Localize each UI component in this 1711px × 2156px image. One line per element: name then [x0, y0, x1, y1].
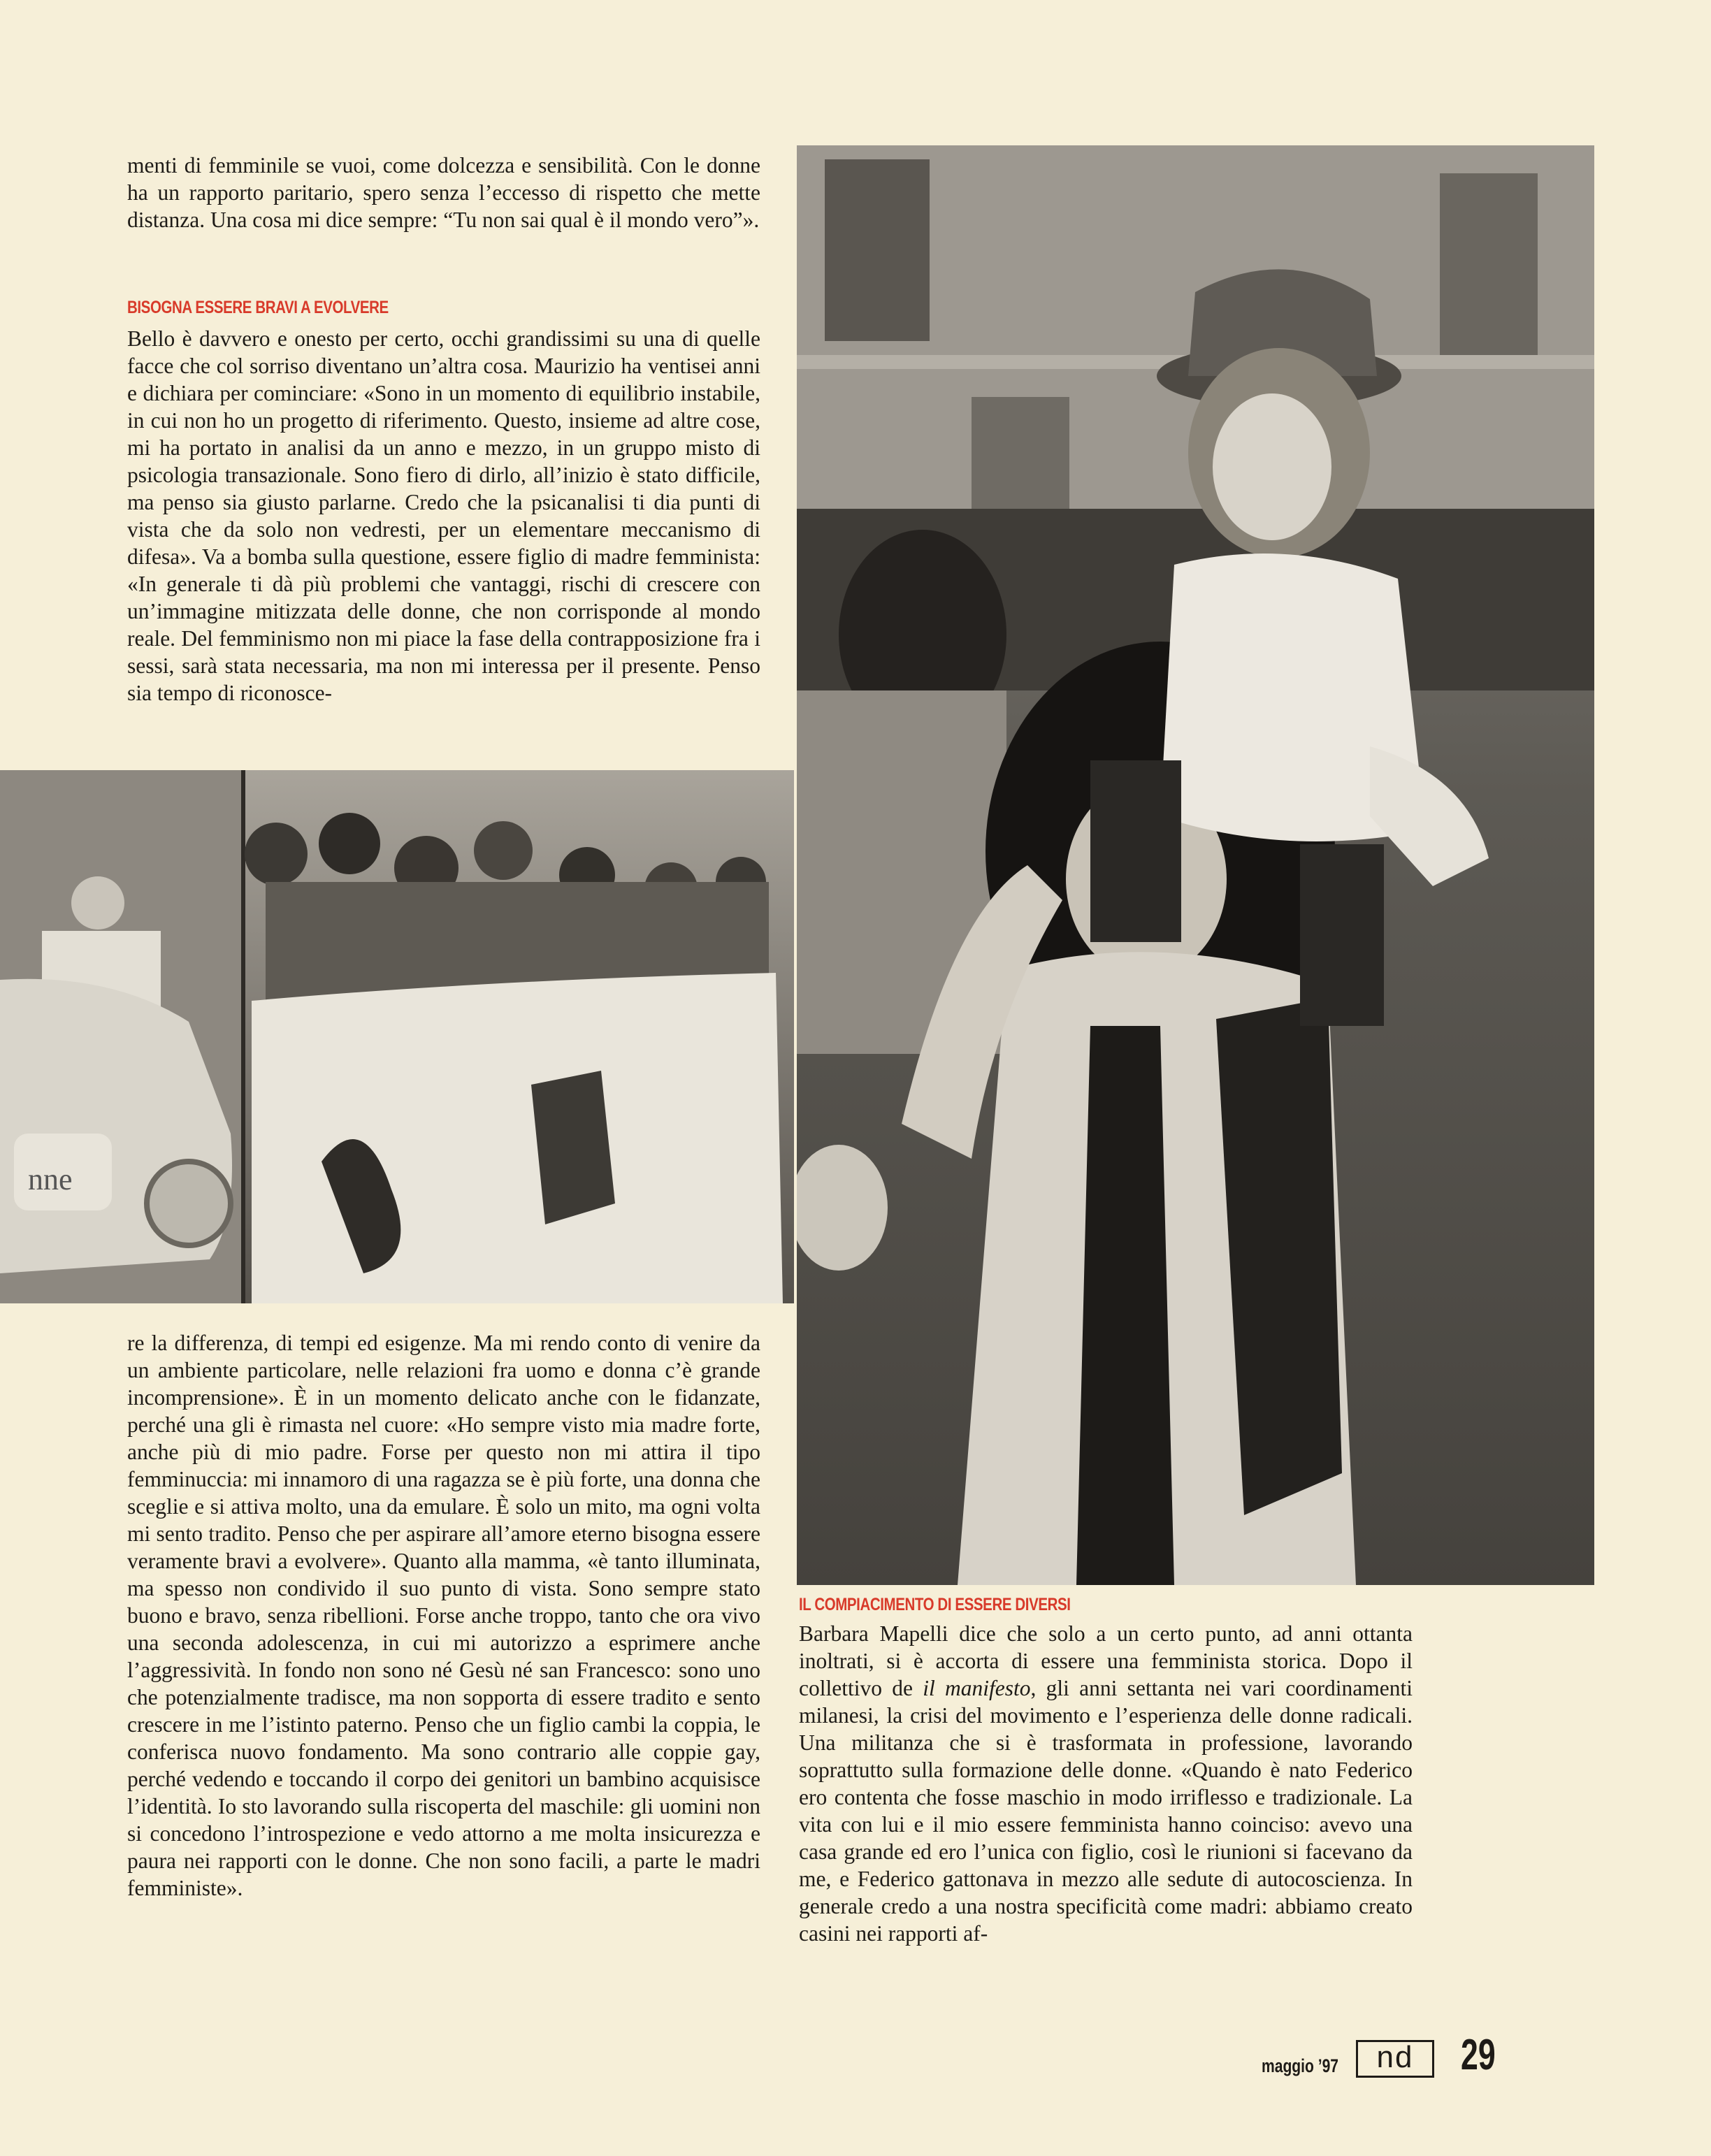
subhead-bisogna-essere-bravi: BISOGNA ESSERE BRAVI A EVOLVERE [127, 298, 389, 317]
photo-demonstration-illustration [0, 770, 794, 1303]
footer-date: maggio ’97 [1262, 2055, 1339, 2076]
column-3-text-part-1: Barbara Mapelli dice che solo a un certo punto, ad anni ottanta inoltrati, si è accorta di essere una femminista storica. Dopo il collettivo de [799, 1621, 1413, 1700]
article-column-3 [799, 1620, 1413, 1947]
column-3-text-part-2: , gli anni settanta nei vari coordinamenti milanesi, la crisi del movimento e l’esperienza delle donne radicali. Una militanza che si è trasformata in professione, lavorando soprattutto sulla formazione delle donne. «Quando è nato Federico ero contenta che fosse maschio in modo irriflesso e tradizionale. La vita con lui e il mio essere femminista hanno coinciso: avevo una casa grande ed ero l’unica con figlio, così le riunioni si facevano da me, e Federico gattonava in mezzo alle sedute di autocoscienza. In generale credo a una nostra specificità come madri: abbiamo creato casini nei rapporti af- [799, 1676, 1413, 1946]
column-3-paragraph-1 [799, 1620, 1413, 1947]
photo-demonstration-banner [0, 770, 794, 1303]
car-sign-text: nne [28, 1162, 73, 1196]
page-footer [1262, 2029, 1513, 2078]
article-column-1 [127, 152, 760, 233]
column-1-paragraph-2: Bello è davvero e onesto per certo, occhi grandissimi su una di quelle facce che col sorriso diventano un’altra cosa. Maurizio ha ventisei anni e dichiara per cominciare: «Sono in un momento di equilibrio instabile, in cui non ho un progetto di riferimento. Questo, insieme ad altre cose, mi ha portato in analisi da un anno e mezzo, in un gruppo misto di psicologia transazionale. Sono fiero di dirlo, all’inizio è stato difficile, ma penso sia giusto parlarne. Credo che la psicanalisi ti dia punti di vista che da solo non vedresti, per un elementare meccanismo di difesa». Va a bomba sulla questione, essere figlio di madre femminista: «In generale ti dà più problemi che vantaggi, rischi di crescere con un’immagine mitizzata delle donne, che non corrisponde al mondo reale. Del femminismo non mi piace la fase della contrapposizione fra i sessi, sarà stata necessaria, ma non mi interessa per il presente. Penso sia tempo di riconosce- [127, 326, 760, 705]
column-3-italic-title: il manifesto [923, 1676, 1031, 1700]
page-number: 29 [1461, 2031, 1496, 2079]
photo-mother-child-illustration [797, 145, 1594, 1585]
column-1-paragraph-1: menti di femminile se vuoi, come dolcezza e sensibilità. Con le donne ha un rapporto paritario, spero senza l’eccesso di rispetto che mette distanza. Una cosa mi dice sempre: “Tu non sai qual è il mondo vero”». [127, 153, 760, 232]
subhead-compiacimento: IL COMPIACIMENTO DI ESSERE DIVERSI [799, 1595, 1071, 1614]
column-2-paragraph-1: re la differenza, di tempi ed esigenze. Ma mi rendo conto di venire da un ambiente particolare, nelle relazioni fra uomo e donna c’è grande incomprensione». È in un momento delicato anche con le fidanzate, perché una gli è rimasta nel cuore: «Ho sempre visto mia madre forte, anche più di mio padre. Forse per questo non mi attira il tipo femminuccia: mi innamoro di una ragazza se è più forte, una donna che sceglie e si attiva molto, una da emulare. È solo un mito, ma ogni volta mi sento tradito. Penso che per aspirare all’amore eterno bisogna essere veramente bravi a evolvere». Quanto alla mamma, «è tanto illuminata, ma spesso non condivido il suo punto di vista. Sono sempre stato buono e bravo, senza ribellioni. Forse anche troppo, tanto che ora vivo una seconda adolescenza, in cui mi autorizzo a esprimere anche l’aggressività. In fondo non sono né Gesù né san Francesco: sono uno che potenzialmente tradisce, ma non sopporta di essere tradito e sento crescere in me l’istinto paterno. Penso che un figlio cambi la coppia, le conferisca nuovo fondamento. Ma sono contrario alle coppie gay, perché vedendo e toccando il corpo dei genitori un bambino acquisisce l’identità. Io sto lavorando sulla riscoperta del maschile: gli uomini non si concedono l’introspezione e vedo attorno a me molta insicurezza e paura nei rapporti con le donne. Che non sono facili, a parte le madri femministe». [127, 1331, 760, 1900]
photo-mother-and-child [797, 145, 1594, 1585]
magazine-logo: nd [1356, 2040, 1434, 2078]
article-column-1-body [127, 325, 760, 707]
article-column-2 [127, 1329, 760, 1902]
